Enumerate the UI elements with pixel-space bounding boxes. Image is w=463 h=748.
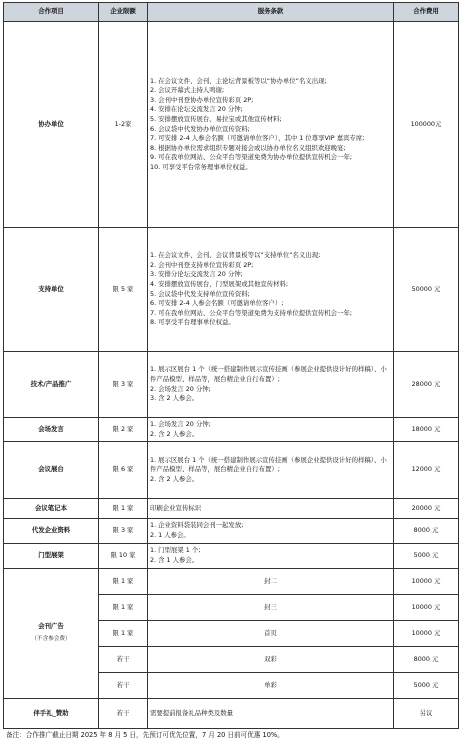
- row-terms: [148, 499, 394, 519]
- term-line: 6. 可安排 2-4 人参会名额（可邀请单位客户）;: [150, 299, 284, 308]
- table-row: [4, 499, 459, 519]
- term-line: 1. 展示区展台 1 个（统一搭建制作展示宣传挂画（参展企业提供设计好的样稿）、小件产品模型、样品等，展台精企业自行布置）;: [150, 365, 387, 383]
- ad-position: 封二: [148, 569, 394, 595]
- row-fee: 12000 元: [394, 442, 459, 499]
- sponsorship-table: [3, 2, 459, 729]
- term-line: 3. 会刊中刊登协办单位宣传彩页 2P;: [150, 95, 254, 104]
- row-project: 会议笔记本: [4, 499, 99, 519]
- table-row: [4, 418, 459, 442]
- row-project: 会议展台: [4, 442, 99, 499]
- ad-position: 单彩: [148, 673, 394, 699]
- row-project: 协办单位: [4, 22, 99, 228]
- row-limit: 限 1 家: [99, 569, 148, 595]
- term-line: 7. 可在我单位网站、公众平台等渠道免费为支持单位提供宣传机会一年;: [150, 308, 352, 317]
- row-project: 会场发言: [4, 418, 99, 442]
- row-fee: 28000 元: [394, 352, 459, 418]
- row-terms: [148, 442, 394, 499]
- row-fee: 10000 元: [394, 621, 459, 647]
- row-fee: 10000 元: [394, 569, 459, 595]
- row-terms: [148, 352, 394, 418]
- term-line: 2. 含 2 人参会。: [150, 474, 199, 483]
- row-limit: 限 6 家: [99, 442, 148, 499]
- ad-position: 封三: [148, 595, 394, 621]
- header-fee: 合作费用: [394, 3, 459, 22]
- term-line: 1. 企业资料袋装同会刊一起发放;: [150, 521, 244, 530]
- term-line: 3. 含 2 人参会。: [150, 394, 199, 403]
- row-project: 技术/产品推广: [4, 352, 99, 418]
- row-terms: [148, 544, 394, 569]
- term-line: 5. 会议袋中代发支持单位宣传资料;: [150, 289, 250, 298]
- term-line: 4. 安排在论坛交流发言 20 分钟;: [150, 105, 243, 114]
- row-limit: 限 3 家: [99, 352, 148, 418]
- row-limit: 若干: [99, 673, 148, 699]
- term-line: 8. 根据协办单位需求组织专题对接会或以协办单位名义组织欢迎晚宴;: [150, 143, 346, 152]
- header-content: 服务条款: [148, 3, 394, 22]
- table-row: [4, 22, 459, 228]
- row-fee: 18000 元: [394, 418, 459, 442]
- term-line: 需要提前报备礼品种类及数量: [150, 708, 234, 717]
- term-line: 2. 会议开幕式主持人鸣谢;: [150, 86, 225, 95]
- table-row: [4, 519, 459, 544]
- term-line: 2. 含 2 人参会。: [150, 429, 199, 438]
- term-line: 2. 会场发言 20 分钟;: [150, 384, 211, 393]
- row-project: 门型展架: [4, 544, 99, 569]
- row-project-note: （不含参会费）: [31, 636, 71, 642]
- term-line: 1. 门型展架 1 个;: [150, 546, 201, 555]
- term-line: 1. 在会议文件、会刊、主论坛背景板等以“协办单位”名义出现;: [150, 76, 327, 85]
- table-row: [4, 699, 459, 729]
- table-row: [4, 569, 459, 595]
- term-line: 3. 安排分论坛交流发言 20 分钟;: [150, 270, 243, 279]
- term-line: 9. 可在我单位网站、公众平台等渠道免费为协办单位提供宣传机会一年;: [150, 153, 352, 162]
- row-fee: 另议: [394, 699, 459, 729]
- row-fee: 10000 元: [394, 595, 459, 621]
- row-limit: 限 1 家: [99, 595, 148, 621]
- row-terms: [148, 228, 394, 352]
- ad-position: 双彩: [148, 647, 394, 673]
- row-terms: [148, 22, 394, 228]
- row-terms: [148, 699, 394, 729]
- row-terms: [148, 418, 394, 442]
- table-row: [4, 228, 459, 352]
- term-line: 1. 会场发言 20 分钟;: [150, 419, 211, 428]
- row-fee: 5000 元: [394, 544, 459, 569]
- row-limit: 若干: [99, 699, 148, 729]
- row-limit: 1-2家: [99, 22, 148, 228]
- row-terms: [148, 519, 394, 544]
- row-limit: 限 1 家: [99, 621, 148, 647]
- row-fee: 8000 元: [394, 519, 459, 544]
- term-line: 1. 在会议文件、会刊、会议背景板等以“支持单位”名义出现;: [150, 251, 321, 260]
- table-row: [4, 352, 459, 418]
- term-line: 7. 可安排 2-4 人参会名额（可邀请单位客户），其中 1 位尊享VIP 嘉宾专席;: [150, 134, 365, 143]
- term-line: 2. 1 人参会。: [150, 531, 190, 539]
- header-limit: 企业限额: [99, 3, 148, 22]
- table-row: [4, 442, 459, 499]
- row-limit: 限 10 家: [99, 544, 148, 569]
- row-project: 代发企业资料: [4, 519, 99, 544]
- table-row: [4, 544, 459, 569]
- term-line: 1. 展示区展台 1 个（统一搭建制作展示宣传挂画（参展企业提供设计好的样稿）、小件产品模型、样品等，展台精企业自行布置）;: [150, 455, 387, 474]
- row-project: 会刊广告: [38, 622, 64, 631]
- row-limit: 限 2 家: [99, 418, 148, 442]
- row-limit: 若干: [99, 647, 148, 673]
- row-fee: 20000 元: [394, 499, 459, 519]
- term-line: 5. 安排摆放宣传展台、易拉宝或其他宣传材料;: [150, 114, 282, 123]
- footnote: 备注：合作推广截止日期 2025 年 8 月 5 日，先预订可优先位置，7 月 20 日前可优惠 10%。: [6, 731, 284, 739]
- row-fee: 50000 元: [394, 228, 459, 352]
- row-project: 支持单位: [4, 228, 99, 352]
- term-line: 2. 含 1 人参会。: [150, 556, 199, 564]
- term-line: 10. 可享受平台常务理事单位权益。: [150, 162, 252, 171]
- row-fee: 5000 元: [394, 673, 459, 699]
- row-fee: 100000元: [394, 22, 459, 228]
- row-limit: 限 3 家: [99, 519, 148, 544]
- term-line: 印刷企业宣传标识: [150, 503, 202, 512]
- ad-position: 首页: [148, 621, 394, 647]
- term-line: 2. 会刊中刊登支持单位宣传彩页 2P;: [150, 260, 254, 269]
- term-line: 8. 可享受平台理事单位权益。: [150, 318, 235, 327]
- ads-project-cell: [4, 569, 99, 699]
- row-fee: 8000 元: [394, 647, 459, 673]
- row-limit: 限 1 家: [99, 499, 148, 519]
- term-line: 4. 安排摆放宣传展台、门型展架或其他宣传材料;: [150, 279, 289, 288]
- table-header-row: [4, 3, 459, 22]
- header-project: 合作项目: [4, 3, 99, 22]
- term-line: 6. 会议袋中代发协办单位宣传资料;: [150, 124, 250, 133]
- row-limit: 限 5 家: [99, 228, 148, 352]
- row-project: 伴手礼_赞助: [4, 699, 99, 729]
